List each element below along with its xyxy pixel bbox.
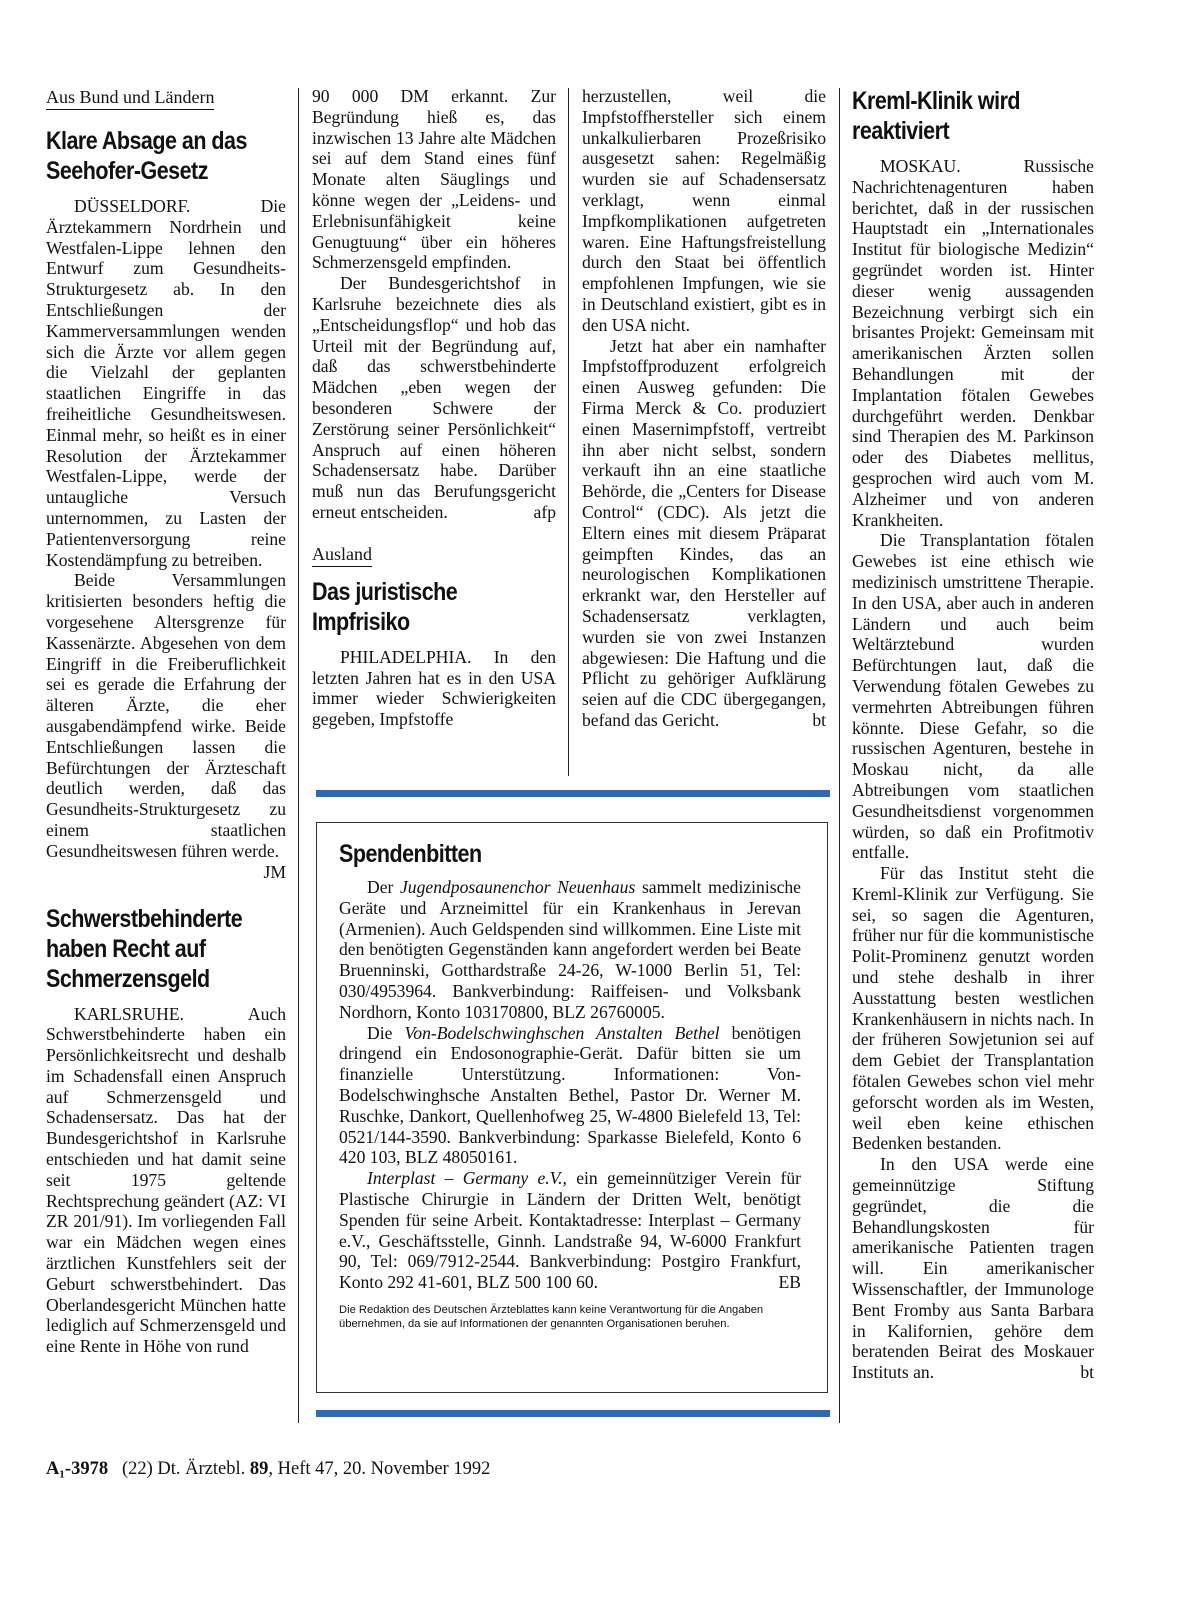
- column-2: [312, 86, 556, 730]
- box-paragraph: [339, 877, 801, 1023]
- volume-number: 89: [249, 1459, 269, 1479]
- organization-name: Interplast – Germany e.V.,: [367, 1168, 567, 1189]
- article-paragraph: PHILADELPHIA. In den letzten Jahren hat es in den USA immer wieder Schwierigkeiten gegeben, Impfstoffe: [312, 646, 556, 730]
- organization-name: Von-Bodelschwinghschen Anstalten Bethel: [404, 1022, 720, 1043]
- column-rule: [568, 88, 569, 776]
- box-headline: Spendenbitten: [339, 840, 482, 868]
- page-code: A₁-3978: [46, 1459, 109, 1479]
- article-paragraph: 90 000 DM erkannt. Zur Begründung hieß es, das inzwischen 13 Jahre alte Mädchen sei auf dem Stand eines fünf Monate alten Säuglings und könne wegen der „Leidens- und Erlebnisunfähigkeit keine Genugtuung“ über ein höheres Schmerzensgeld empfinden.: [312, 86, 556, 273]
- article-paragraph: MOSKAU. Russische Nachrichtenagenturen haben berichtet, daß in der russischen Hauptstadt ein „Internationales Institut für biologische Medizin“ gegründet worden ist. Hinter dieser wenig aussagenden Bezeichnung verbirgt sich ein brisantes Projekt: Gemeinsam mit amerikanischen Ärzten sollen Behandlungen mit der Implantation fötalen Gewebes durchgeführt werden. Denkbar sind Therapien des M. Parkinson oder des Diabetes mellitus, gesprochen wird auch vom M. Alzheimer und von anderen Krankheiten.: [852, 156, 1094, 530]
- paragraph-text: Beide Versammlungen kritisierten besonders heftig die vorgesehene Altersgrenze für Kassenärzte. Abgesehen von dem Eingriff in die Freiberuflichkeit sei es gerade die Erfahrung der älteren Ärzte, die eher ausgabendämpfend wirke. Beide Entschließungen lassen die Befürchtungen der Ärzteschaft deutlich werden, daß das Gesundheits-Strukturgesetz zu einem staatlichen Gesundheitswesen führen werde.: [46, 570, 286, 861]
- article-headline: Klare Absage an das Seehofer-Gesetz: [46, 127, 247, 185]
- author-signature: bt: [812, 709, 826, 730]
- article-headline: Das juristische Impfrisiko: [312, 577, 458, 636]
- column-4: [852, 86, 1094, 1383]
- article-paragraph: KARLSRUHE. Auch Schwerstbehinderte haben ein Persönlichkeitsrecht und deshalb im Schadensfall einen Anspruch auf Schmerzensgeld und Schadensersatz. Das hat der Bundesgerichtshof in Karlsruhe entschieden und hat damit seine seit 1975 geltende Rechtsprechung geändert (AZ: VI ZR 201/91). Im vorliegenden Fall war ein Mädchen wegen eines ärztlichen Kunstfehlers seit der Geburt schwerstbehindert. Das Oberlandesgericht München hatte lediglich auf Schmerzensgeld und eine Rente in Höhe von rund: [46, 1003, 286, 1357]
- author-signature: EB: [778, 1272, 801, 1293]
- author-signature: afp: [533, 501, 556, 522]
- organization-name: Jugendposaunenchor Neuenhaus: [400, 877, 636, 897]
- disclaimer-note: Die Redaktion des Deutschen Ärzteblattes kann keine Verantwortung für die Angaben übernehmen, da sie auf Informationen der genannten Organisationen beruhen.: [339, 1303, 764, 1330]
- article-paragraph: [852, 1154, 1094, 1383]
- text-span: sammelt medizinische Geräte und Arzneimittel für ein Krankenhaus in Jerevan (Armenien). Auch Geldspenden sind willkommen. Eine Liste mit den benötigten Gegenständen kann angefordert werden bei Beate Bruenninski, Gotthardstraße 24-26, W-1000 Berlin 51, Tel: 030/4953964. Bankverbindung: Raiffeisen- und Volksbank Nordhorn, Konto 103170800, BLZ 26760005.: [339, 877, 801, 1022]
- donation-box: [316, 822, 828, 1393]
- text-span: ein gemeinnütziger Verein für Plastische Chirurgie in Ländern der Dritten Welt, benötigt Spenden für seine Arbeit. Kontaktadresse: Interplast – Germany e.V., Geschäftsstelle, Ginnh. Landstraße 94, W-6000 Frankfurt 90, Tel: 069/7912-2544. Bankverbindung: Postgiro Frankfurt, Konto 292 41-601, BLZ 500 100 60.: [339, 1168, 801, 1293]
- article-headline: Schwerstbehinderte haben Recht auf Schmerzensgeld: [46, 904, 243, 993]
- article-headline: Kreml-Klinik wird reaktiviert: [852, 87, 1021, 145]
- paragraph-text: In den USA werde eine gemeinnützige Stiftung gegründet, die die Behandlungskosten für amerikanische Patienten tragen will. Ein amerikanischer Wissenschaftler, der Immunologe Bent Fromby aus Santa Barbara in Kalifornien, gehöre dem beratenden Beirat des Moskauer Instituts an.: [852, 1154, 1094, 1383]
- article-paragraph: Die Transplantation fötalen Gewebes ist eine ethisch wie medizinisch umstrittene Therapie. In den USA, aber auch in anderen Ländern und auch beim Weltärztebund wurden Befürchtungen laut, daß die Verwendung fötalen Gewebes zu vermehrten Abtreibungen führen könnte. Diese Gefahr, so die russischen Agenturen, bestehe in Moskau nicht, da alle Abtreibungen vom staatlichen Gesundheitsdienst vorgenommen würden, so daß ein Profitmotiv entfalle.: [852, 530, 1094, 863]
- journal-citation: (22) Dt. Ärztebl.: [121, 1459, 250, 1479]
- article-paragraph: [46, 570, 286, 882]
- column-rule: [839, 88, 840, 1423]
- paragraph-text: Jetzt hat aber ein namhafter Impfstoffproduzent erfolgreich einen Ausweg gefunden: Die Firma Merck & Co. produziert einen Masernimpfstoff, vertreibt ihn aber nicht selbst, sondern verkauft ihn an eine staatliche Behörde, die „Centers for Disease Control“ (CDC). Als jetzt die Eltern eines mit diesem Präparat geimpften Kindes, das an neurologischen Komplikationen erkrankt war, den Hersteller auf Schadensersatz verklagten, wurden sie von zwei Instanzen abgewiesen: Die Haftung und die Pflicht zu gehöriger Aufklärung seien auf die CDC übergegangen, befand das Gericht.: [582, 335, 826, 730]
- page-footer: [46, 1458, 490, 1480]
- article-paragraph: DÜSSELDORF. Die Ärztekammern Nordrhein und Westfalen-Lippe lehnen den Entwurf zum Gesundheits-Strukturgesetz ab. In den Entschließungen der Kammerversammlungen wenden sich die Ärzte vor allem gegen die Vielzahl der geplanten staatlichen Eingriffe in das freiheitliche Gesundheitswesen. Einmal mehr, so heißt es in einer Resolution der Ärztekammer Westfalen-Lippe, werde der untaugliche Versuch unternommen, zu Lasten der Patientenversorgung reine Kostendämpfung zu betreiben.: [46, 196, 286, 570]
- text-span: Der: [367, 877, 400, 897]
- paragraph-text: Der Bundesgerichtshof in Karlsruhe bezeichnete dies als „Entscheidungsflop“ und hob das Urteil mit der Begründung auf, daß das schwerstbehinderte Mädchen „eben wegen der besonderen Schwere der Zerstörung seiner Persönlichkeit“ Anspruch auf einen höheren Schadensersatz habe. Darüber muß nun das Berufungsgericht erneut entscheiden.: [312, 273, 556, 522]
- article-paragraph: Für das Institut steht die Kreml-Klinik zur Verfügung. Sie sei, so sagen die Agenturen, früher nur für die kommunistische Polit-Prominenz genutzt worden und stehe deshalb in ihrer Ausstattung besten westlichen Krankenhäusern in nichts nach. In der früheren Sowjetunion sei auf dem Gebiet der Transplantation fötalen Gewebes schon viel mehr geforscht worden als im Westen, weil eben keine ethischen Bedenken bestanden.: [852, 863, 1094, 1154]
- column-3: [582, 86, 826, 731]
- column-rule: [298, 88, 299, 1423]
- article-paragraph: [312, 273, 556, 523]
- section-rubric: Ausland: [312, 543, 372, 567]
- issue-date: , Heft 47, 20. November 1992: [268, 1459, 491, 1479]
- author-signature: bt: [1080, 1362, 1094, 1383]
- article-paragraph: [582, 336, 826, 731]
- box-paragraph: [339, 1168, 801, 1293]
- accent-bar-top: [316, 790, 830, 797]
- text-span: Die: [367, 1022, 405, 1043]
- accent-bar-bottom: [316, 1410, 830, 1417]
- author-signature: JM: [263, 861, 286, 882]
- section-rubric: Aus Bund und Ländern: [46, 86, 214, 110]
- text-span: benötigen dringend ein Endosonographie-Gerät. Dafür bitten sie um finanzielle Unterstützung. Informationen: Von-Bodelschwinghsche Anstalten Bethel, Pastor Dr. Werner M. Ruschke, Dankort, Quellenhofweg 25, W-4800 Bielefeld 13, Tel: 0521/144-3590. Bankverbindung: Sparkasse Bielefeld, Konto 6 420 103, BLZ 48050161.: [339, 1022, 801, 1168]
- article-paragraph: herzustellen, weil die Impfstoffhersteller sich einem unkalkulierbaren Prozeßrisiko ausgesetzt sahen: Regelmäßig wurden sie auf Schadensersatz verklagt, wenn einmal Impfkomplikationen aufgetreten waren. Eine Haftungsfreistellung durch den Staat bei öffentlich empfohlenen Impfungen, wie sie in Deutschland existiert, gibt es in den USA nicht.: [582, 86, 826, 335]
- box-paragraph: [339, 1023, 801, 1169]
- column-1: [46, 86, 286, 1357]
